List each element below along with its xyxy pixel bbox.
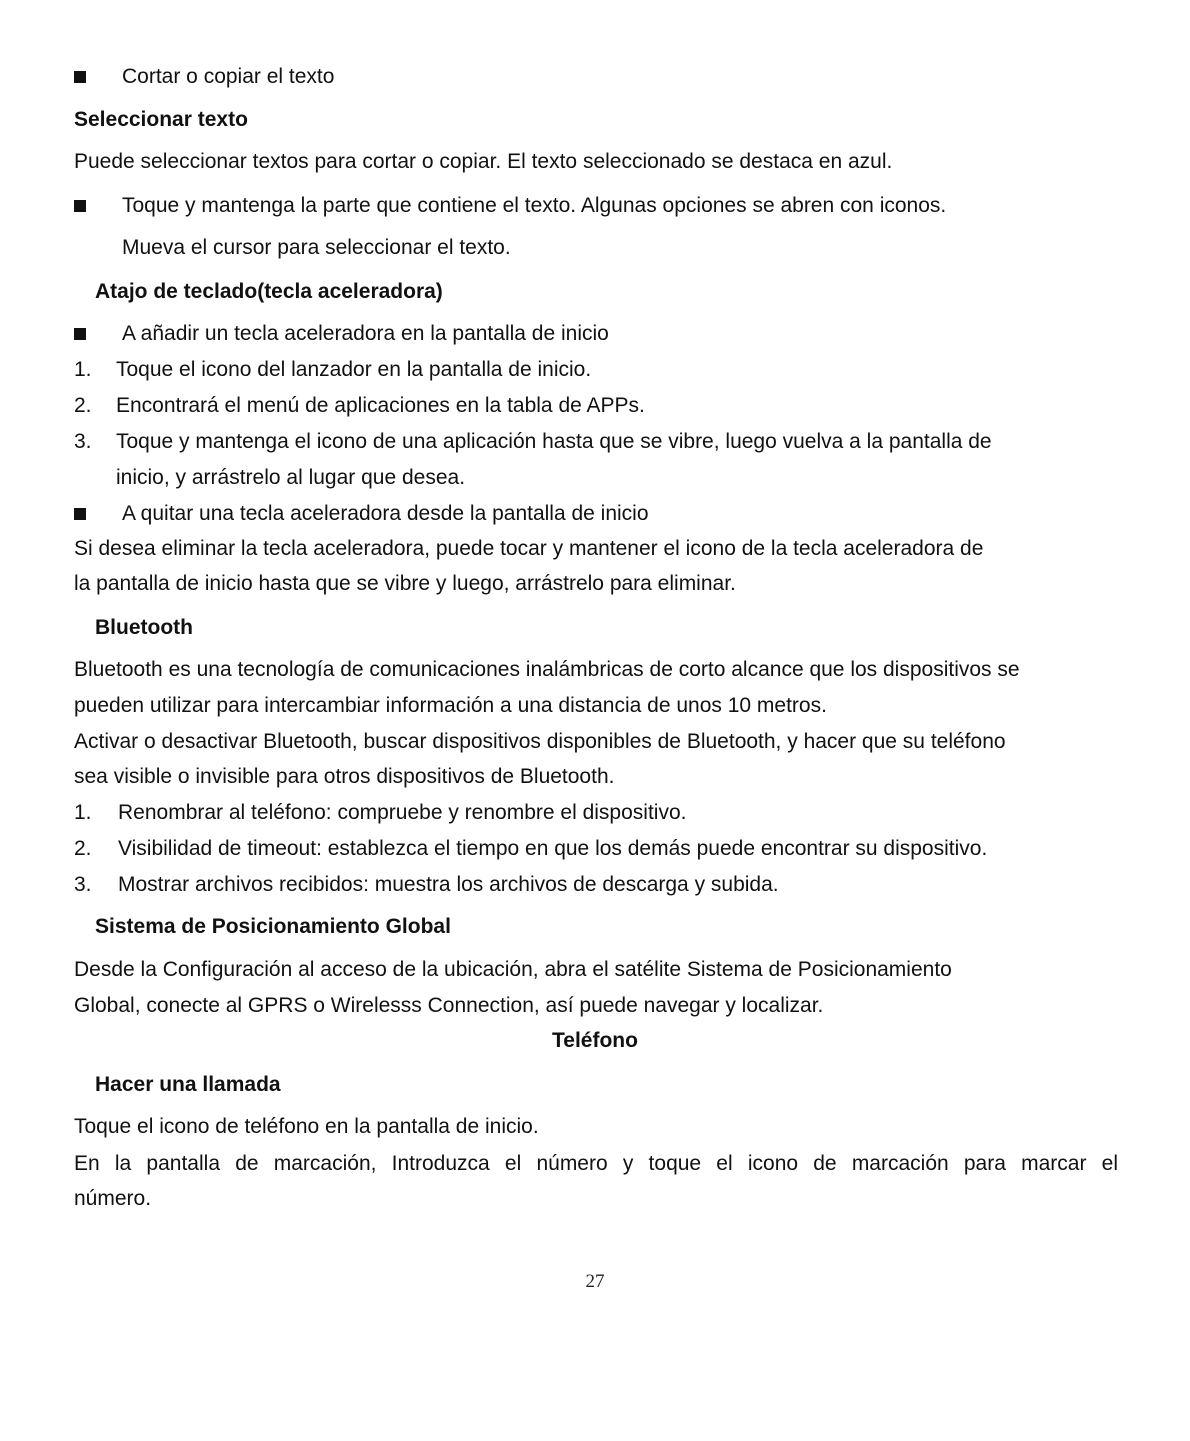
paragraph-line: pueden utilizar para intercambiar información a una distancia de unos 10 metros. [74, 694, 827, 717]
square-bullet-icon [74, 508, 86, 520]
item-number: 2. [74, 394, 92, 417]
item-text: Visibilidad de timeout: establezca el tiempo en que los demás puede encontrar su dispositivo. [118, 837, 988, 860]
item-number: 3. [74, 430, 92, 453]
section-heading: Seleccionar texto [74, 108, 248, 131]
item-text: Renombrar al teléfono: compruebe y renombre el dispositivo. [118, 801, 687, 824]
page-number: 27 [585, 1271, 605, 1292]
item-number: 3. [74, 873, 92, 896]
item-number: 2. [74, 837, 92, 860]
section-heading: Atajo de teclado(tecla aceleradora) [95, 280, 443, 303]
bullet-text: A quitar una tecla aceleradora desde la pantalla de inicio [122, 502, 649, 525]
paragraph-line: Global, conecte al GPRS o Wirelesss Connection, así puede navegar y localizar. [74, 994, 824, 1017]
paragraph-line: Si desea eliminar la tecla aceleradora, puede tocar y mantener el icono de la tecla aceleradora de [74, 537, 984, 560]
paragraph-line: Bluetooth es una tecnología de comunicaciones inalámbricas de corto alcance que los dispositivos se [74, 658, 1020, 681]
paragraph-line: Puede seleccionar textos para cortar o copiar. El texto seleccionado se destaca en azul. [74, 150, 893, 173]
bullet-text: Cortar o copiar el texto [122, 65, 335, 88]
paragraph-line: En la pantalla de marcación, Introduzca el número y toque el icono de marcación para marcar el [74, 1152, 1118, 1175]
paragraph-line: Activar o desactivar Bluetooth, buscar dispositivos disponibles de Bluetooth, y hacer que su teléfono [74, 730, 1006, 753]
section-heading: Sistema de Posicionamiento Global [95, 915, 451, 938]
section-heading: Hacer una llamada [95, 1073, 281, 1096]
item-text: Toque y mantenga el icono de una aplicación hasta que se vibre, luego vuelva a la pantalla de [116, 430, 992, 453]
paragraph-line: Mueva el cursor para seleccionar el texto. [122, 236, 511, 259]
item-text: Mostrar archivos recibidos: muestra los archivos de descarga y subida. [118, 873, 779, 896]
section-heading: Bluetooth [95, 616, 193, 639]
item-text: Encontrará el menú de aplicaciones en la tabla de APPs. [116, 394, 645, 417]
paragraph-line: número. [74, 1187, 152, 1210]
item-text: Toque el icono del lanzador en la pantalla de inicio. [116, 358, 592, 381]
item-text-continued: inicio, y arrástrelo al lugar que desea. [116, 466, 466, 489]
square-bullet-icon [74, 71, 86, 83]
item-number: 1. [74, 358, 92, 381]
paragraph-line: sea visible o invisible para otros dispositivos de Bluetooth. [74, 765, 615, 788]
chapter-title: Teléfono [552, 1029, 638, 1052]
paragraph-line: Desde la Configuración al acceso de la ubicación, abra el satélite Sistema de Posicionamiento [74, 958, 952, 981]
paragraph-line: Toque el icono de teléfono en la pantalla de inicio. [74, 1115, 539, 1138]
item-number: 1. [74, 801, 92, 824]
paragraph-line: la pantalla de inicio hasta que se vibre y luego, arrástrelo para eliminar. [74, 572, 736, 595]
square-bullet-icon [74, 200, 86, 212]
bullet-text: Toque y mantenga la parte que contiene el texto. Algunas opciones se abren con iconos. [122, 194, 947, 217]
square-bullet-icon [74, 328, 86, 340]
bullet-text: A añadir un tecla aceleradora en la pantalla de inicio [122, 322, 609, 345]
